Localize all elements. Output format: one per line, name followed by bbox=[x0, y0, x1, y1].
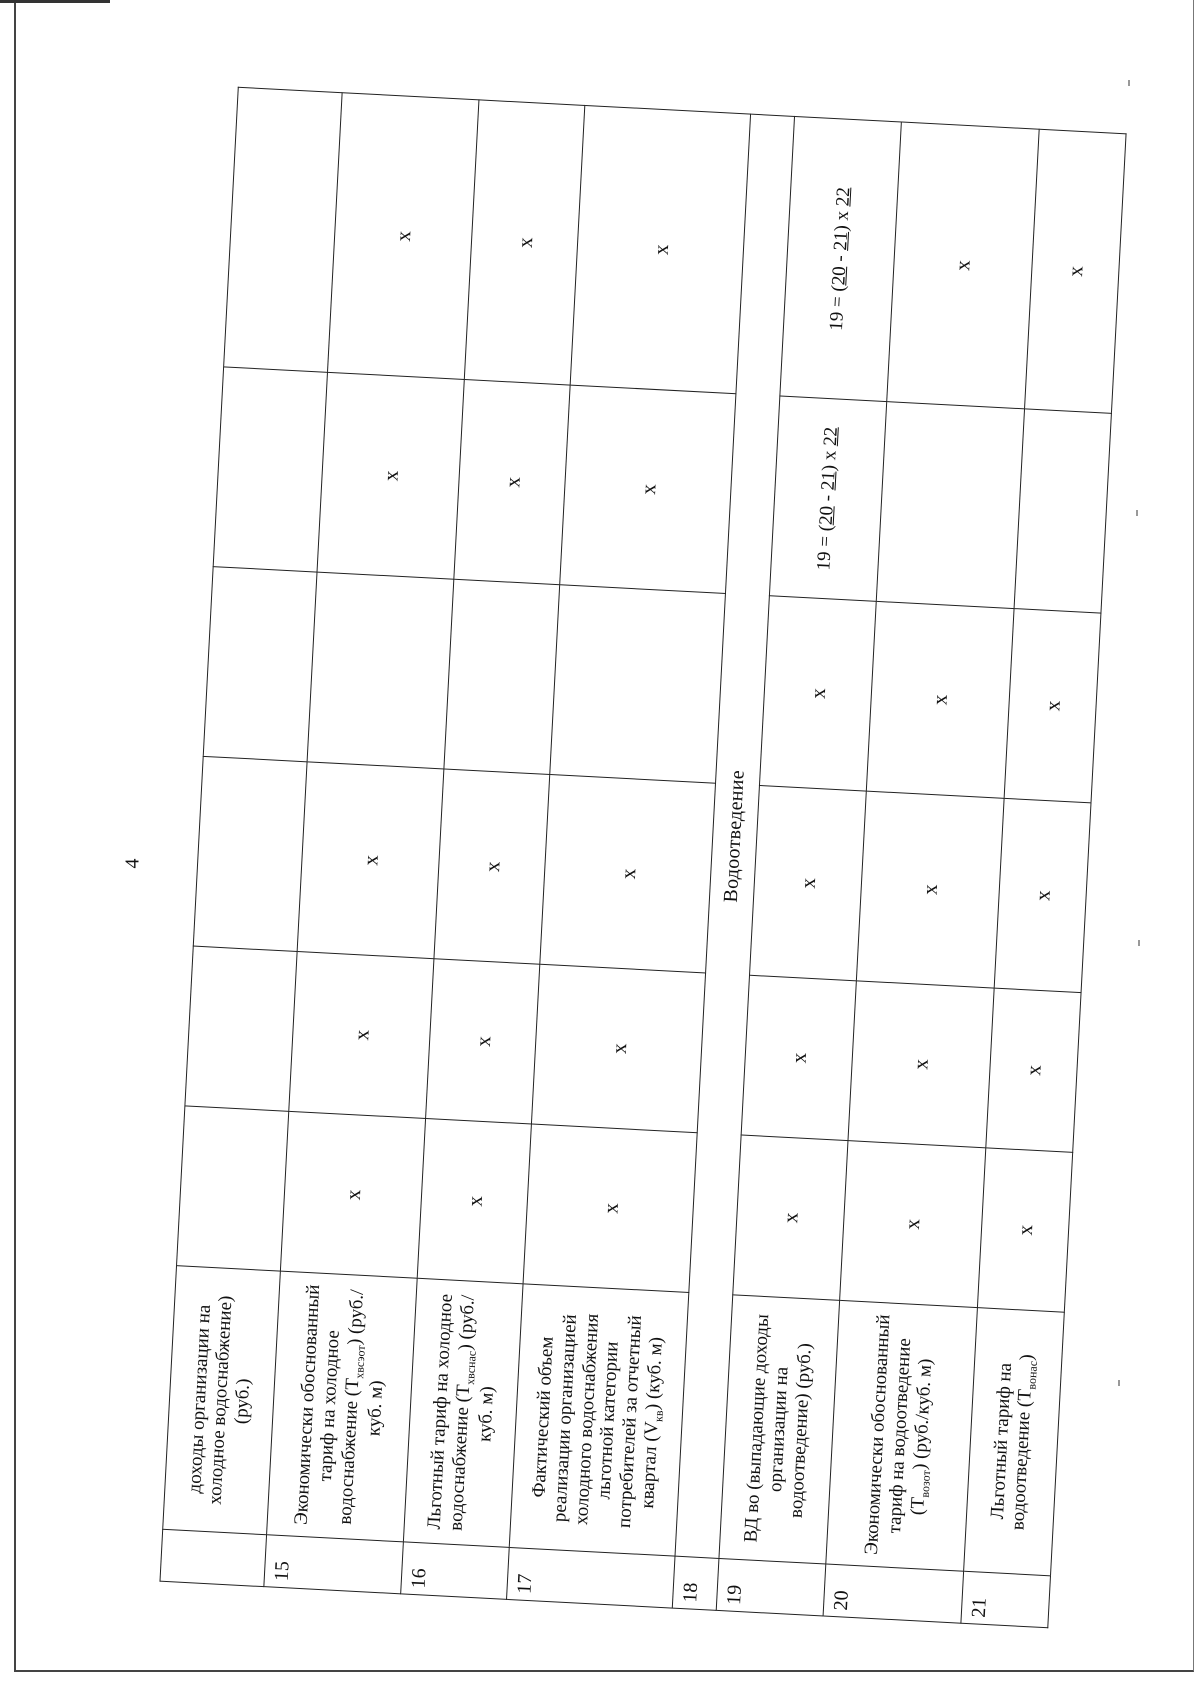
table-cell: х bbox=[540, 775, 716, 973]
table-cell bbox=[307, 572, 454, 769]
table-cell: х bbox=[985, 988, 1081, 1152]
row-number: 16 bbox=[401, 1542, 509, 1599]
row-number bbox=[160, 1529, 266, 1586]
table-cell bbox=[550, 585, 726, 783]
scan-speck bbox=[1136, 510, 1138, 516]
table-cell: х bbox=[434, 769, 550, 964]
formula-cell: 19 = (20 - 21) х 22 bbox=[769, 396, 886, 601]
row-description: Льготный тариф на водоотведение $(Т_{вонас})$ bbox=[963, 1308, 1064, 1576]
table-cell bbox=[224, 87, 342, 372]
table-cell: х bbox=[994, 798, 1091, 992]
table-cell bbox=[193, 756, 307, 951]
table-cell bbox=[1014, 409, 1112, 613]
table-cell: х bbox=[856, 791, 1003, 988]
table-cell: х bbox=[1024, 129, 1126, 413]
table-cell: х bbox=[1004, 609, 1101, 803]
table-cell: х bbox=[297, 762, 444, 959]
table-cell: х bbox=[532, 964, 706, 1132]
table-cell: х bbox=[733, 1135, 848, 1300]
table-cell: х bbox=[848, 981, 994, 1148]
table-cell: х bbox=[749, 785, 866, 980]
row-description: Фактический объем реализации организацией холодного водоснабжения льготной категории потребителей за отчетный квартал $(V_{кв})$ (куб. м) bbox=[509, 1284, 689, 1556]
table-cell bbox=[213, 367, 327, 572]
row-number: 18 bbox=[673, 1556, 719, 1610]
table-cell: х bbox=[560, 385, 736, 593]
table-cell bbox=[185, 946, 297, 1111]
table-cell: х bbox=[426, 959, 540, 1124]
row-number: 21 bbox=[960, 1571, 1050, 1628]
row-number: 17 bbox=[507, 1547, 675, 1608]
section-title: Водоотведение bbox=[675, 114, 794, 1558]
table-cell: х bbox=[327, 93, 479, 380]
table-cell: х bbox=[887, 122, 1039, 409]
row-number: 20 bbox=[823, 1564, 963, 1623]
table-cell: х bbox=[523, 1124, 697, 1292]
scan-speck bbox=[1128, 80, 1130, 86]
table-cell: х bbox=[866, 601, 1013, 798]
tariff-table bbox=[159, 87, 1126, 1629]
page-number: 4 bbox=[121, 858, 144, 869]
row-description: Льготный тариф на холодное водоснабжение $(Т_{хвснас})$ (руб./куб. м) bbox=[404, 1278, 524, 1547]
table-cell: х bbox=[289, 952, 435, 1119]
row-description: Экономически обоснованный тариф на холодное водоснабжение $(Т_{хвсэот})$ (руб./куб. м) bbox=[266, 1271, 417, 1542]
table-cell bbox=[444, 579, 560, 774]
table-cell: х bbox=[759, 596, 876, 791]
table-cell: х bbox=[454, 380, 570, 585]
scan-edge-mark bbox=[0, 0, 110, 3]
table-cell: х bbox=[977, 1148, 1073, 1312]
table-cell: х bbox=[280, 1111, 426, 1278]
row-description: Экономически обоснованный тариф на водоотведение $(Т_{возот})$ (руб./куб. м) bbox=[826, 1300, 977, 1571]
table-cell bbox=[177, 1106, 289, 1271]
formula-cell: 19 = (20 - 21) х 22 bbox=[780, 116, 902, 401]
table-cell: х bbox=[465, 100, 585, 385]
rotated-table bbox=[159, 88, 1126, 1629]
scan-speck bbox=[1118, 1380, 1120, 1386]
row-description: доходы организации на холодное водоснабжение) (руб.) bbox=[163, 1266, 280, 1535]
row-number: 15 bbox=[264, 1535, 404, 1594]
table-cell bbox=[203, 567, 317, 762]
table-cell: х bbox=[317, 372, 465, 579]
table-cell: х bbox=[570, 105, 750, 393]
row-number: 19 bbox=[716, 1558, 826, 1616]
table-cell: х bbox=[840, 1141, 986, 1308]
table-cell: х bbox=[418, 1118, 532, 1283]
row-description: ВД во (выпадающие доходы организации на водоотведение) (руб.) bbox=[719, 1295, 840, 1564]
table-cell bbox=[876, 402, 1024, 609]
scan-speck bbox=[1138, 940, 1140, 946]
table-cell: х bbox=[741, 975, 856, 1140]
